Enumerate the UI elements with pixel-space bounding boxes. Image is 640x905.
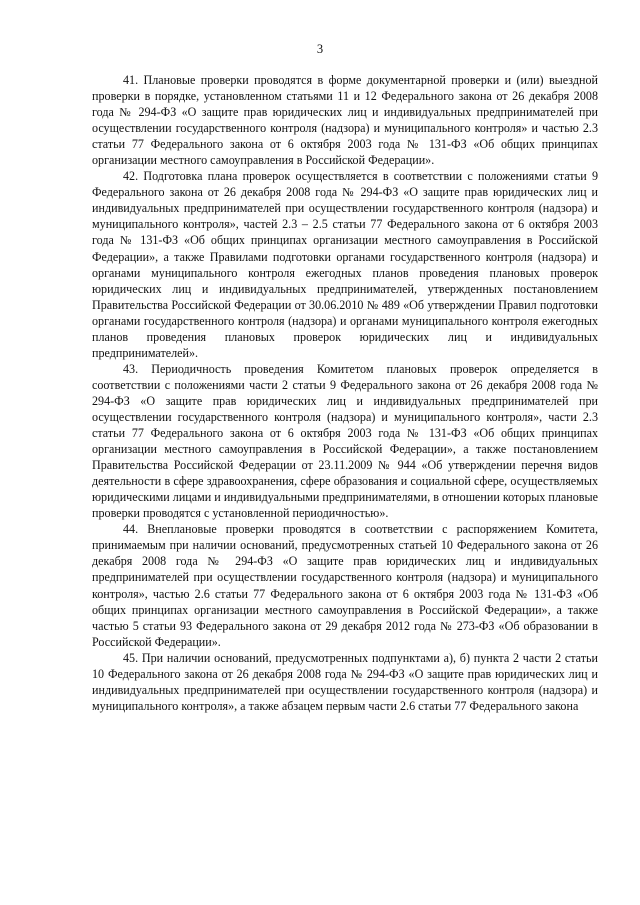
document-body — [92, 72, 598, 714]
paragraph-41: 41. Плановые проверки проводятся в форме документарной проверки и (или) выездной проверки в порядке, установленном статьями 11 и 12 Федерального закона от 26 декабря 2008 года № 294-ФЗ «О защите прав юридических лиц и индивидуальных предпринимателей при осуществлении государственного контроля (надзора) и муниципального контроля» и частью 2.3 статьи 77 Федерального закона от 6 октября 2003 года № 131-ФЗ «Об общих принципах организации местного самоуправления в Российской Федерации». — [92, 73, 598, 168]
paragraph-45: 45. При наличии оснований, предусмотренных подпунктами а), б) пункта 2 части 2 статьи 10 Федерального закона от 26 декабря 2008 года № 294-ФЗ «О защите прав юридических лиц и индивидуальных предпринимателей при осуществлении государственного контроля (надзора) и муниципального контроля», а также абзацем первым части 2.6 статьи 77 Федерального закона — [92, 650, 598, 713]
page-number: 3 — [316, 42, 324, 56]
paragraph-42: 42. Подготовка плана проверок осуществляется в соответствии с положениями статьи 9 Федерального закона от 26 декабря 2008 года № 294-ФЗ «О защите прав юридических лиц и индивидуальных предпринимателей при осуществлении государственного контроля (надзора) и муниципального контроля», частей 2.3 – 2.5 статьи 77 Федерального закона от 6 октября 2003 года № 131-ФЗ «Об общих принципах организации местного самоуправления в Российской Федерации», а также Правилами подготовки органами государственного контроля (надзора) и органами муниципального контроля ежегодных планов проведения плановых проверок юридических лиц и индивидуальных предпринимателей, утвержденных постановлением Правительства Российской Федерации от 30.06.2010 № 489 «Об утверждении Правил подготовки органами государственного контроля (надзора) и органами муниципального контроля ежегодных планов проведения плановых проверок юридических лиц и индивидуальных предпринимателей». — [92, 169, 598, 360]
paragraph-44: 44. Внеплановые проверки проводятся в соответствии с распоряжением Комитета, принимаемым при наличии оснований, предусмотренных статьей 10 Федерального закона от 26 декабря 2008 года № 294-ФЗ «О защите прав юридических лиц и индивидуальных предпринимателей при осуществлении государственного контроля (надзора) и муниципального контроля», частью 2.6 статьи 77 Федерального закона от 6 октября 2003 года № 131-ФЗ «Об общих принципах организации местного самоуправления в Российской Федерации», а также частью 5 статьи 93 Федерального закона от 29 декабря 2012 года № 273-ФЗ «Об образовании в Российской Федерации». — [92, 522, 598, 649]
paragraph-43: 43. Периодичность проведения Комитетом плановых проверок определяется в соответствии с положениями части 2 статьи 9 Федерального закона от 26 декабря 2008 года № 294-ФЗ «О защите прав юридических лиц и индивидуальных предпринимателей при осуществлении государственного контроля (надзора) и муниципального контроля», части 2.3 статьи 77 Федерального закона от 6 октября 2003 года № 131-ФЗ «Об общих принципах организации местного самоуправления в Российской Федерации», а также постановлением Правительства Российской Федерации от 23.11.2009 № 944 «Об утверждении перечня видов деятельности в сфере здравоохранения, сфере образования и социальной сфере, осуществляемых юридическими лицами и индивидуальными предпринимателями, в отношении которых плановые проверки проводятся с установленной периодичностью». — [92, 361, 598, 521]
